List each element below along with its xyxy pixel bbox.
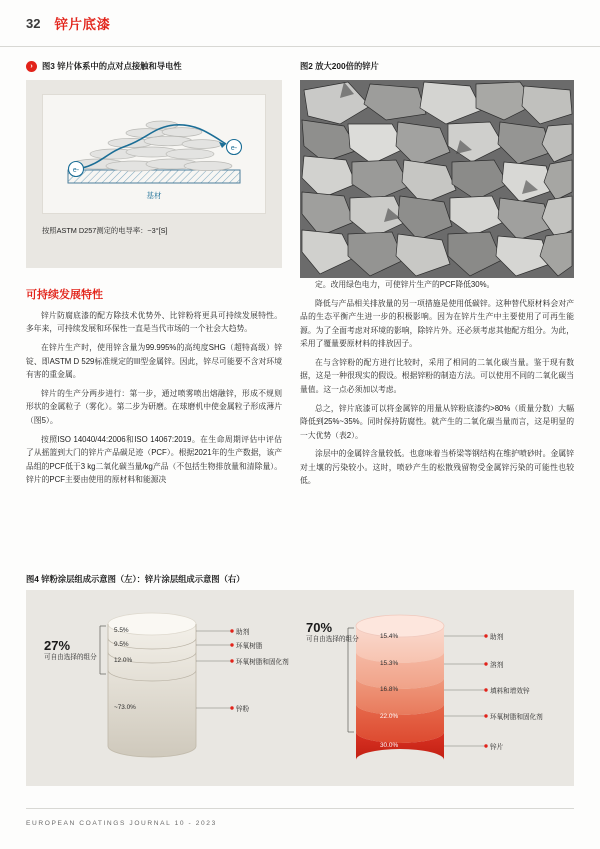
- figure3-caption: [26, 60, 282, 72]
- slice-value: 5.5%: [114, 627, 129, 634]
- figure3-illustration: [26, 80, 282, 268]
- page-header: [0, 0, 600, 46]
- figure2-caption: [300, 60, 574, 72]
- zinc-flake-stack-diagram: [300, 590, 574, 786]
- zinc-dust-stack-diagram: [26, 590, 300, 786]
- figure3-caption-text: 图3 锌片体系中的点对点接触和导电性: [42, 61, 182, 71]
- series-label: 环氧树脂: [236, 643, 263, 650]
- paragraph: 锌片的生产分两步进行：第一步，通过喷雾喷出熔融锌，形成不规则形状的金属粒子（雾化）。第二步为研磨。在球磨机中使金属粒子形成薄片（图5）。: [26, 389, 282, 425]
- slice-value: 16.8%: [380, 686, 399, 693]
- series-label: 填料和增效锌: [490, 688, 530, 695]
- svg-text:e-: e-: [72, 167, 80, 175]
- slice-value: 15.3%: [380, 660, 399, 667]
- series-label: 锌粉: [236, 706, 250, 713]
- slice-value: 22.0%: [380, 713, 399, 720]
- slice-value: 12.0%: [114, 657, 133, 664]
- paragraph: 按照ISO 14040/44:2006和ISO 14067:2019。在生命周期评估中评估了从摇篮到大门的锌片产品碳足迹（PCF）。根据2021年的生产数据，该产品组的PCF低于3 kg二氧化碳当量/kg产品（不包括生物排放量和清除量）。锌片的PCF主要由使用的原材料和能源决: [26, 434, 282, 484]
- left-pct-value: 27%: [44, 638, 71, 653]
- paragraph: 涂层中的金属锌含量较低。也意味着当桥梁等钢结构在维护喷砂时。金属锌对土壤的污染较小。这时，喷砂产生的松散残留物受金属锌污染的可能性也较低。: [300, 449, 574, 486]
- series-label: 助剂: [490, 634, 504, 641]
- slice-value: ~73.0%: [114, 704, 136, 711]
- right-pct-value: 70%: [306, 620, 333, 635]
- left-pct-label: 可自由选择的组分: [44, 654, 97, 661]
- chart-zinc-flake: [300, 590, 574, 786]
- series-label: 溶剂: [490, 662, 504, 669]
- sustainability-heading: 可持续发展特性: [26, 289, 103, 302]
- slice-value: 15.4%: [380, 633, 399, 640]
- series-label: 助剂: [236, 629, 250, 636]
- page-title: 锌片底漆: [54, 17, 111, 32]
- figure2-photo: [300, 80, 574, 278]
- paragraph: 锌片防腐底漆的配方除技术优势外、比锌粉将更具可持续发展特性。多年来，可持续发展和环保性一直是当代市场的一个社会大趋势。: [26, 311, 282, 334]
- right-column: [300, 60, 574, 493]
- chart-zinc-dust: [26, 590, 300, 786]
- paragraph: 定。改用绿色电力，可使锌片生产的PCF降低30%。: [315, 280, 495, 290]
- figure4-panel: [26, 590, 574, 786]
- figure2-caption-text: 图2 放大200倍的锌片: [300, 61, 379, 71]
- paragraph: 在锌片生产时，使用锌含量为99.995%的高纯度SHG（超特高级）锌锭、即ASTM D 529标准规定的III型金属锌。因此，锌尽可能要不含对环境有害的重金属。: [26, 343, 282, 380]
- series-label: 环氧树脂和固化剂: [236, 659, 289, 666]
- paragraph: 在与含锌粉的配方进行比较时，采用了相同的二氧化碳当量。鉴于现有数据，这是一种很现实的假设。根据锌粉的制造方法。可以使用不同的二氧化碳当量值。这一点必须加以考虑。: [300, 358, 574, 394]
- slice-value: 9.5%: [114, 641, 129, 648]
- substrate-label: 基材: [146, 191, 162, 201]
- series-label: 环氧树脂和固化剂: [490, 714, 543, 721]
- bullet-icon: ›: [26, 61, 37, 72]
- figure3-graphic: [42, 94, 266, 214]
- series-label: 锌片: [490, 744, 504, 751]
- page-number: 32: [26, 15, 41, 31]
- footer-divider: [26, 808, 574, 809]
- header-divider: [0, 46, 600, 47]
- paragraph: 降低与产品相关排放量的另一项措施是使用低碳锌。这种替代原材料会对产品的生态平衡产生进一步的积极影响。因为在锌片生产中主要使用了可再生能源。为了全面考虑对环境的影响，除锌片外。还必须考虑其他配方组分。为此，采用了覆量要原材料的排放因子。: [300, 298, 574, 349]
- right-pct-label: 可自由选择的组分: [306, 636, 359, 643]
- slice-value: 30.0%: [380, 742, 399, 749]
- figure4-caption: 图4 锌粉涂层组成示意图（左）：锌片涂层组成示意图（右）: [26, 574, 245, 584]
- zinc-flake-micrograph: [300, 80, 574, 278]
- left-column: [26, 60, 282, 492]
- footer-text: EUROPEAN COATINGS JOURNAL 10 - 2023: [26, 820, 217, 827]
- figure3-note: 按照ASTM D257测定的电导率：~3°[S]: [42, 226, 168, 236]
- paragraph: 总之，锌片底漆可以将金属锌的用量从锌粉底漆约>80%（质量分数）大幅降低到25%~35%。同时保持防腐性。就产生的二氧化碳当量而言，这是明显的一大优势（表2）。: [300, 403, 574, 440]
- svg-text:e-: e-: [230, 145, 238, 153]
